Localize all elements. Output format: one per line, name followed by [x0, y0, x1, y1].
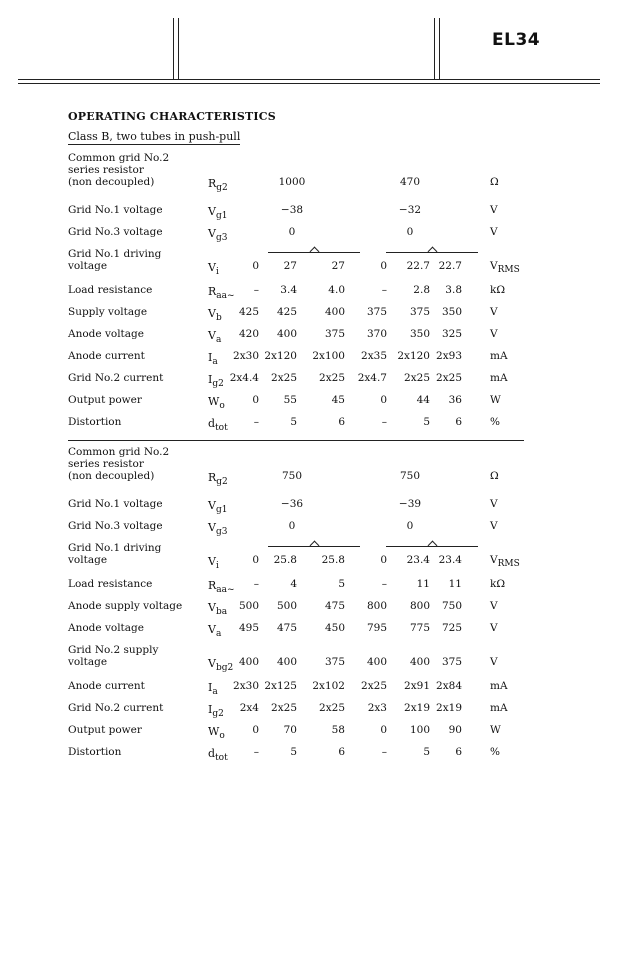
unit-text: V [490, 328, 498, 340]
table-cell: 3.8 [445, 284, 462, 296]
header-divider-left-inner [178, 18, 179, 80]
symbol-letter: V [208, 521, 216, 534]
row-symbol [208, 681, 218, 697]
table-cell: 420 [238, 328, 259, 340]
symbol-letter: R [208, 285, 217, 298]
row-label-line: Supply voltage [68, 306, 148, 318]
table-cell: 27 [283, 260, 297, 272]
value-left-group: 0 [288, 226, 296, 238]
group-brace-left [268, 546, 360, 553]
row-label-line: Anode supply voltage [68, 600, 183, 612]
row-label: Grid No.1 voltage [68, 204, 163, 216]
table-cell: 2x100 [312, 350, 345, 362]
table-cell: – [381, 746, 387, 758]
table-cell: 725 [441, 622, 462, 634]
unit-text: mA [490, 702, 508, 714]
table-cell: – [253, 284, 259, 296]
unit-text: W [490, 724, 501, 736]
row-symbol [208, 555, 219, 571]
table-cell: 100 [409, 724, 430, 736]
symbol-letter: V [208, 307, 216, 320]
value-right-group: −39 [398, 498, 422, 510]
symbol-subscript: aa~ [216, 585, 235, 595]
row-unit: V [490, 204, 498, 216]
table-cell: 800 [409, 600, 430, 612]
table-cell: 6 [455, 746, 462, 758]
row-unit [490, 260, 520, 275]
row-unit [490, 328, 498, 343]
table-cell: – [253, 746, 259, 758]
row-label [68, 350, 145, 362]
table-cell: 5 [290, 746, 297, 758]
row-label-line: Common grid No.2 [68, 446, 170, 458]
table-cell: 2x25 [319, 702, 345, 714]
symbol-letter: V [208, 329, 216, 342]
row-symbol [208, 177, 228, 193]
table-cell: 0 [380, 394, 387, 406]
table-cell: 2x19 [404, 702, 430, 714]
table-cell: 2x25 [361, 680, 387, 692]
table-cell: 375 [324, 328, 345, 340]
row-unit [490, 578, 505, 593]
group-brace-left [268, 252, 360, 259]
table-cell: 400 [238, 656, 259, 668]
value-left-group: 0 [288, 520, 296, 532]
table-cell: 800 [366, 600, 387, 612]
row-label [68, 306, 147, 318]
row-label-line: (non decoupled) [68, 176, 155, 188]
row-unit [490, 746, 500, 761]
row-label-line: Grid No.2 current [68, 702, 164, 714]
table-cell: 400 [409, 656, 430, 668]
symbol-subscript: a [212, 687, 218, 697]
table-cell: 6 [338, 416, 345, 428]
value-right-group: 0 [406, 226, 414, 238]
table-cell: 2x93 [436, 350, 462, 362]
table-cell: 0 [252, 260, 259, 272]
table-cell: 350 [409, 328, 430, 340]
table-cell: – [381, 284, 387, 296]
row-label [68, 446, 169, 482]
row-label-line: Grid No.1 driving [68, 542, 162, 554]
table-cell: – [381, 416, 387, 428]
row-label-line: voltage [68, 260, 108, 272]
value-left-group: −38 [280, 204, 304, 216]
symbol-subscript: i [215, 267, 219, 277]
table-cell: 2x125 [264, 680, 297, 692]
symbol-letter: I [208, 351, 213, 364]
table-cell: 2.8 [413, 284, 430, 296]
symbol-subscript: a [212, 357, 218, 367]
symbol-subscript: i [215, 561, 219, 571]
row-unit [490, 306, 498, 321]
row-label [68, 746, 121, 758]
table-cell: 2x84 [436, 680, 462, 692]
table-cell: 5 [290, 416, 297, 428]
header-divider-left [173, 18, 174, 80]
table-cell: 2x25 [404, 372, 430, 384]
section-subtitle: Class B, two tubes in push-pull [68, 130, 241, 143]
unit-text: W [490, 394, 501, 406]
unit-text: V [490, 554, 498, 566]
row-label-line: Output power [68, 394, 142, 406]
table-cell: 2x120 [264, 350, 297, 362]
table-cell: 2x25 [271, 702, 297, 714]
symbol-subscript: g1 [215, 505, 228, 515]
value-right-group: 750 [399, 470, 421, 482]
group-brace-right [386, 252, 478, 259]
header-divider-right-inner [439, 18, 440, 80]
row-symbol [208, 261, 219, 277]
symbol-subscript: aa~ [216, 291, 235, 301]
table-cell: 11 [416, 578, 430, 590]
row-label: Grid No.3 voltage [68, 520, 163, 532]
row-label [68, 644, 158, 668]
table-cell: 2x19 [436, 702, 462, 714]
table-cell: 325 [441, 328, 462, 340]
header-divider-right [434, 18, 435, 80]
table-cell: 6 [338, 746, 345, 758]
unit-text: mA [490, 680, 508, 692]
table-cell: 2x25 [271, 372, 297, 384]
row-label-line: Anode voltage [68, 328, 144, 340]
table-cell: 375 [324, 656, 345, 668]
symbol-subscript: ba [215, 607, 228, 617]
symbol-letter: V [208, 499, 216, 512]
symbol-letter: V [208, 657, 216, 670]
table-cell: 450 [324, 622, 345, 634]
value-left-group: −36 [280, 498, 304, 510]
row-label-line: voltage [68, 656, 108, 668]
tube-type-heading: EL34 [492, 30, 541, 50]
unit-text: V [490, 306, 498, 318]
symbol-letter: R [208, 177, 217, 190]
row-label [68, 248, 161, 272]
table-cell: 0 [252, 394, 259, 406]
table-cell: 22.7 [406, 260, 430, 272]
table-cell: 400 [324, 306, 345, 318]
table-cell: 45 [331, 394, 345, 406]
table-cell: 2x4.7 [357, 372, 387, 384]
table-cell: 22.7 [438, 260, 462, 272]
row-symbol [208, 499, 227, 515]
table-cell: 2x4.4 [229, 372, 259, 384]
row-label [68, 394, 142, 406]
symbol-letter: I [208, 703, 213, 716]
table-cell: 4.0 [328, 284, 345, 296]
row-label-line: Load resistance [68, 284, 153, 296]
symbol-letter: V [208, 623, 216, 636]
row-unit [490, 656, 498, 671]
unit-text: V [490, 600, 498, 612]
symbol-letter: R [208, 579, 217, 592]
row-symbol [208, 227, 227, 243]
table-cell: 4 [290, 578, 297, 590]
symbol-subscript: g1 [215, 211, 228, 221]
unit-text: mA [490, 372, 508, 384]
symbol-subscript: g3 [215, 527, 228, 537]
row-label-line: Distortion [68, 746, 122, 758]
row-label [68, 152, 169, 188]
row-label [68, 680, 145, 692]
header-rule-bottom [18, 83, 600, 84]
symbol-letter: W [208, 725, 220, 738]
header-rule-top [18, 79, 600, 80]
value-right-group: 470 [399, 176, 421, 188]
row-label-line: Output power [68, 724, 142, 736]
table-cell: – [381, 578, 387, 590]
row-unit [490, 622, 498, 637]
table-cell: 0 [252, 724, 259, 736]
row-unit [490, 372, 508, 387]
row-label [68, 416, 121, 428]
table-cell: 425 [276, 306, 297, 318]
symbol-subscript: g2 [216, 183, 228, 193]
value-left-group: 750 [281, 470, 303, 482]
table-cell: – [253, 416, 259, 428]
row-symbol [208, 205, 227, 221]
unit-text: mA [490, 350, 508, 362]
row-unit: Ω [490, 470, 499, 482]
symbol-letter: V [208, 261, 216, 274]
unit-text: % [490, 746, 500, 758]
symbol-letter: I [208, 681, 213, 694]
section-title: OPERATING CHARACTERISTICS [68, 110, 276, 123]
row-unit: Ω [490, 176, 499, 188]
row-unit [490, 554, 520, 569]
table-cell: 775 [409, 622, 430, 634]
table-cell: 25.8 [273, 554, 297, 566]
table-cell: 27 [331, 260, 345, 272]
symbol-subscript: g2 [212, 379, 224, 389]
symbol-subscript: tot [215, 753, 228, 763]
row-label-line: Common grid No.2 [68, 152, 170, 164]
row-label-line: Grid No.2 supply [68, 644, 159, 656]
row-label [68, 600, 182, 612]
symbol-letter: I [208, 373, 213, 386]
table-cell: 2x35 [361, 350, 387, 362]
row-unit: V [490, 520, 498, 532]
symbol-letter: V [208, 227, 216, 240]
table-cell: – [253, 578, 259, 590]
row-unit: V [490, 498, 498, 510]
group-brace-right [386, 546, 478, 553]
row-label: Grid No.3 voltage [68, 226, 163, 238]
table-cell: 2x30 [233, 680, 259, 692]
table-cell: 2x25 [319, 372, 345, 384]
table-cell: 5 [338, 578, 345, 590]
unit-text: V [490, 622, 498, 634]
table-cell: 6 [455, 416, 462, 428]
row-label [68, 702, 163, 714]
symbol-subscript: a [215, 629, 222, 639]
table-cell: 2x91 [404, 680, 430, 692]
symbol-letter: V [208, 601, 216, 614]
value-right-group: 0 [406, 520, 414, 532]
table-cell: 750 [441, 600, 462, 612]
table-cell: 36 [448, 394, 462, 406]
table-cell: 370 [366, 328, 387, 340]
table-cell: 350 [441, 306, 462, 318]
table-cell: 2x4 [239, 702, 259, 714]
table-cell: 2x102 [312, 680, 345, 692]
row-unit: V [490, 226, 498, 238]
symbol-subscript: g3 [215, 233, 228, 243]
block-separator [68, 440, 524, 441]
row-label-line: series resistor [68, 164, 144, 176]
row-unit [490, 394, 501, 409]
row-label-line: Grid No.1 driving [68, 248, 162, 260]
unit-text: V [490, 260, 498, 272]
row-label-line: Anode voltage [68, 622, 144, 634]
table-cell: 23.4 [406, 554, 430, 566]
value-right-group: −32 [398, 204, 422, 216]
row-label-line: Distortion [68, 416, 122, 428]
table-cell: 70 [283, 724, 297, 736]
row-unit [490, 680, 508, 695]
symbol-subscript: g2 [216, 477, 228, 487]
table-cell: 795 [366, 622, 387, 634]
table-cell: 23.4 [438, 554, 462, 566]
row-label-line: Grid No.2 current [68, 372, 164, 384]
symbol-letter: V [208, 555, 216, 568]
symbol-letter: d [208, 417, 216, 430]
table-cell: 5 [423, 416, 430, 428]
row-label [68, 542, 161, 566]
symbol-letter: W [208, 395, 220, 408]
row-label [68, 328, 144, 340]
table-cell: 375 [441, 656, 462, 668]
row-unit [490, 600, 498, 615]
symbol-subscript: o [219, 401, 225, 411]
table-cell: 400 [276, 656, 297, 668]
row-unit [490, 284, 505, 299]
row-symbol [208, 521, 227, 537]
table-cell: 475 [276, 622, 297, 634]
row-label-line: Anode current [68, 350, 145, 362]
symbol-subscript: bg2 [215, 663, 234, 673]
table-cell: 475 [324, 600, 345, 612]
row-symbol [208, 471, 228, 487]
unit-subscript: RMS [497, 559, 520, 569]
row-label [68, 578, 152, 590]
symbol-subscript: a [215, 335, 222, 345]
unit-text: V [490, 656, 498, 668]
row-label-line: Anode current [68, 680, 145, 692]
row-label [68, 284, 152, 296]
table-cell: 0 [252, 554, 259, 566]
symbol-subscript: tot [215, 423, 228, 433]
row-label [68, 372, 163, 384]
symbol-subscript: g2 [212, 709, 224, 719]
table-cell: 44 [416, 394, 430, 406]
unit-text: % [490, 416, 500, 428]
row-symbol [208, 351, 218, 367]
table-cell: 400 [276, 328, 297, 340]
unit-subscript: RMS [497, 265, 520, 275]
table-cell: 2x25 [436, 372, 462, 384]
table-cell: 5 [423, 746, 430, 758]
symbol-subscript: o [219, 731, 225, 741]
unit-text: kΩ [490, 284, 506, 296]
table-cell: 55 [283, 394, 297, 406]
row-label [68, 724, 142, 736]
row-label [68, 622, 144, 634]
row-label-line: Load resistance [68, 578, 153, 590]
symbol-letter: R [208, 471, 217, 484]
table-cell: 425 [238, 306, 259, 318]
row-label-line: voltage [68, 554, 108, 566]
table-cell: 500 [238, 600, 259, 612]
table-cell: 11 [448, 578, 462, 590]
table-cell: 0 [380, 260, 387, 272]
table-cell: 58 [331, 724, 345, 736]
table-cell: 2x3 [367, 702, 387, 714]
unit-text: kΩ [490, 578, 506, 590]
row-label-line: (non decoupled) [68, 470, 155, 482]
table-cell: 2x120 [397, 350, 430, 362]
symbol-letter: V [208, 205, 216, 218]
row-unit [490, 702, 508, 717]
table-cell: 375 [409, 306, 430, 318]
table-cell: 2x30 [233, 350, 259, 362]
row-unit [490, 416, 500, 431]
table-cell: 495 [238, 622, 259, 634]
table-cell: 375 [366, 306, 387, 318]
table-cell: 90 [448, 724, 462, 736]
table-cell: 0 [380, 554, 387, 566]
table-cell: 25.8 [321, 554, 345, 566]
table-cell: 400 [366, 656, 387, 668]
symbol-letter: d [208, 747, 216, 760]
value-left-group: 1000 [278, 176, 306, 188]
symbol-subscript: b [215, 313, 222, 323]
table-cell: 0 [380, 724, 387, 736]
table-cell: 500 [276, 600, 297, 612]
row-label-line: series resistor [68, 458, 144, 470]
row-label: Grid No.1 voltage [68, 498, 163, 510]
row-unit [490, 724, 501, 739]
row-unit [490, 350, 508, 365]
table-cell: 3.4 [280, 284, 297, 296]
